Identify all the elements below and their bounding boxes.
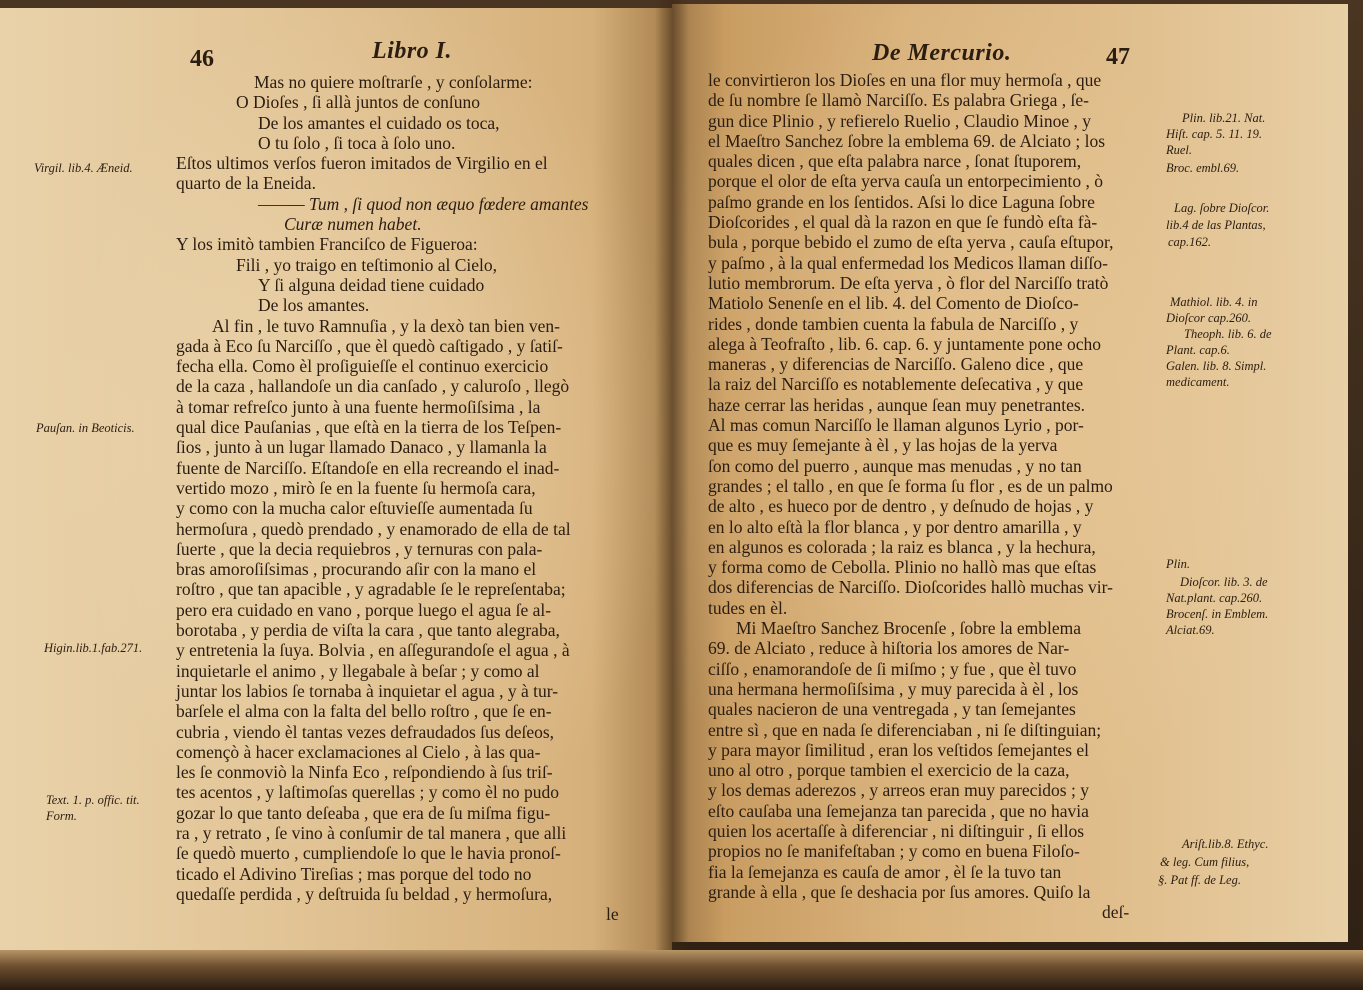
text-line: à tomar refreſco junto à una fuente hermoſiſsima , la bbox=[176, 396, 541, 417]
text-line: 69. de Alciato , reduce à hiſtoria los amores de Nar- bbox=[708, 638, 1070, 659]
text-line: y los demas aderezos , y arreos eran muy parecidos ; y bbox=[708, 780, 1089, 801]
text-line: qual dice Pauſanias , que eſtà en la tierra de los Teſpen- bbox=[176, 417, 562, 438]
left-page bbox=[0, 8, 672, 958]
text-line: entre sì , que en nada ſe diferenciaban , ni ſe diſtinguian; bbox=[708, 719, 1102, 740]
margin-note: Dioſcor cap.260. bbox=[1166, 311, 1252, 325]
text-line: ciſſo , enamorandoſe de ſi miſmo ; y fue , que èl tuvo bbox=[708, 658, 1077, 679]
text-line: fecha ella. Como èl proſiguieſſe el continuo exercicio bbox=[176, 356, 549, 377]
margin-note: Hiſt. cap. 5. 11. 19. bbox=[1166, 127, 1262, 141]
margin-note: Ariſt.lib.8. Ethyc. bbox=[1182, 837, 1269, 851]
margin-note: Pauſan. in Beoticis. bbox=[36, 421, 135, 435]
text-line: Al mas comun Narciſſo le llaman algunos Lyrio , por- bbox=[708, 415, 1084, 436]
left-body-text bbox=[176, 72, 619, 924]
margin-note: Broc. embl.69. bbox=[1166, 161, 1240, 175]
text-line: de ſu nombre ſe llamò Narciſſo. Es palabra Griega , ſe- bbox=[708, 90, 1089, 111]
text-line: cubria , viendo èl tantas vezes defraudados ſus deſeos, bbox=[176, 721, 555, 742]
text-line: pero era cuidado en vano , porque luego el agua ſe al- bbox=[176, 599, 552, 620]
text-line: alega à Teofraſto , lib. 6. cap. 6. y juntamente pone ocho bbox=[708, 333, 1102, 354]
text-line: barſele el alma con la falta del bello roſtro , que ſe en- bbox=[176, 701, 552, 722]
margin-note: medicament. bbox=[1166, 375, 1230, 389]
text-line: en lo alto eſtà la flor blanca , y por dentro amarilla , y bbox=[708, 516, 1082, 537]
text-line: dos diferencias de Narciſſo. Dioſcorides hallò muchas vir- bbox=[708, 577, 1113, 598]
text-line: ticado el Adivino Tireſias ; mas porque del todo no bbox=[176, 863, 532, 884]
text-line: Dioſcorides , el qual dà la razon en que ſe fundò eſta fà- bbox=[708, 212, 1098, 233]
margin-note: Text. 1. p. offic. tit. bbox=[46, 793, 140, 807]
text-line: que es muy ſemejante à èl , y las hojas de la yerva bbox=[708, 435, 1058, 456]
margin-note: Virgil. lib.4. Æneid. bbox=[34, 161, 133, 175]
text-line: gada à Eco ſu Narciſſo , que èl quedò caſtigado , y ſatiſ- bbox=[176, 335, 563, 356]
text-line: ——— Tum , ſi quod non æquo fœdere amantes bbox=[258, 193, 589, 214]
text-line: ſuerte , que la decia requiebros , y ternuras con pala- bbox=[176, 538, 543, 559]
text-line: ſon como del puerro , aunque mas menudas , y no tan bbox=[708, 455, 1082, 476]
catchword: le bbox=[606, 904, 619, 925]
text-line: el Maeſtro Sanchez ſobre la emblema 69. de Alciato ; los bbox=[708, 130, 1106, 151]
text-line: tes acentos , y laſtimoſas querellas ; y como èl no pudo bbox=[176, 782, 559, 803]
text-line: quales dicen , que eſta palabra narce , ſonat ſtuporem, bbox=[708, 151, 1082, 172]
text-line: quales nacieron de una ventregada , y tan ſemejantes bbox=[708, 699, 1076, 720]
text-line: y para mayor ſimilitud , eran los veſtidos ſemejantes el bbox=[708, 739, 1090, 760]
text-line: haze cerrar las heridas , aunque ſean muy penetrantes. bbox=[708, 394, 1086, 415]
text-line: O tu ſolo , ſi toca à ſolo uno. bbox=[258, 132, 456, 153]
margin-note: Brocenſ. in Emblem. bbox=[1166, 607, 1269, 621]
margin-note: lib.4 de las Plantas, bbox=[1166, 218, 1266, 232]
text-line: tudes en èl. bbox=[708, 597, 788, 618]
margin-note: Plant. cap.6. bbox=[1166, 343, 1230, 357]
text-line: propios no ſe manifeſtaban ; y como en buena Filoſo- bbox=[708, 841, 1080, 862]
text-line: y forma como de Cebolla. Plinio no hallò mas que eſtas bbox=[708, 557, 1097, 578]
text-line: començò à hacer exclamaciones al Cielo , à las qua- bbox=[176, 741, 541, 762]
margin-note: §. Pat ff. de Leg. bbox=[1158, 873, 1241, 887]
margin-note: Galen. lib. 8. Simpl. bbox=[1166, 359, 1267, 373]
text-line: fia la ſemejanza es cauſa de amor , èl ſe la tuvo tan bbox=[708, 861, 1062, 882]
margin-note: cap.162. bbox=[1168, 235, 1212, 249]
text-line: Matiolo Senenſe en el lib. 4. del Comento de Dioſco- bbox=[708, 293, 1079, 314]
text-line: les ſe conmoviò la Ninfa Eco , reſpondiendo à ſus triſ- bbox=[176, 762, 553, 783]
text-line: hermoſura , quedò prendado , y enamorado de ella de tal bbox=[176, 518, 571, 539]
text-line: le convirtieron los Dioſes en una flor muy hermoſa , que bbox=[708, 70, 1102, 90]
text-line: y entretenia la ſuya. Bolvia , en aſſegurandoſe el agua , à bbox=[176, 640, 570, 661]
text-line: Y los imitò tambien Franciſco de Figueroa: bbox=[176, 234, 478, 255]
text-line: maneras , y diferencias de Narciſſo. Galeno dice , que bbox=[708, 354, 1084, 375]
text-line: Curæ numen habet. bbox=[284, 214, 422, 235]
right-page bbox=[672, 4, 1348, 942]
text-line: lutio membrorum. De eſta yerva , ò flor del Narciſſo tratò bbox=[708, 272, 1109, 293]
text-line: De los amantes el cuidado os toca, bbox=[258, 112, 500, 133]
margin-note: & leg. Cum filius, bbox=[1160, 855, 1250, 869]
text-line: grande à ella , que ſe deshacia por ſus amores. Quiſo la bbox=[708, 881, 1091, 902]
margin-note: Nat.plant. cap.260. bbox=[1166, 591, 1263, 605]
text-line: bras amoroſiſsimas , procurando aſir con la mano el bbox=[176, 559, 537, 580]
text-line: quedaſſe perdida , y deſtruida ſu beldad , y hermoſura, bbox=[176, 883, 553, 904]
margin-note: Alciat.69. bbox=[1166, 623, 1215, 637]
text-line: juntar los labios ſe tornaba à inquietar el agua , y à tur- bbox=[176, 680, 559, 701]
text-line: bula , porque bebido el zumo de eſta yerva , cauſa eſtupor, bbox=[708, 232, 1114, 253]
text-line: porque el olor de eſta yerva cauſa un entorpecimiento , ò bbox=[708, 171, 1104, 192]
margin-note: Form. bbox=[46, 809, 77, 823]
page-edges bbox=[0, 950, 1363, 990]
text-line: O Dioſes , ſi allà juntos de conſuno bbox=[236, 92, 480, 113]
text-line: quien los acertaſſe à diferenciar , ni diſtinguir , ſi ellos bbox=[708, 820, 1085, 841]
text-line: Fili , yo traigo en teſtimonio al Cielo, bbox=[236, 254, 498, 275]
book-gutter bbox=[655, 0, 689, 990]
text-line: Y ſi alguna deidad tiene cuidado bbox=[258, 274, 485, 295]
text-line: borotaba , y perdia de viſta la cara , que tanto alegraba, bbox=[176, 620, 560, 641]
margin-note: Ruel. bbox=[1166, 143, 1193, 157]
margin-note: Theoph. lib. 6. de bbox=[1184, 327, 1272, 341]
right-body-text bbox=[708, 70, 1129, 922]
text-line: paſmo grande en los ſentidos. Aſsi lo dice Laguna ſobre bbox=[708, 191, 1095, 212]
text-line: la raiz del Narciſſo es notablemente deſecativa , y que bbox=[708, 374, 1084, 395]
text-line: roſtro , que tan apacible , y agradable ſe le repreſentaba; bbox=[176, 579, 566, 600]
text-line: ra , y retrato , ſe vino à conſumir de tal manera , que alli bbox=[176, 822, 567, 843]
running-head: Libro I. bbox=[372, 38, 453, 64]
text-line: y como con la mucha calor eſtuvieſſe aumentada ſu bbox=[176, 498, 533, 519]
text-line: rides , donde tambien cuenta la fabula de Narciſſo , y bbox=[708, 313, 1079, 334]
margin-note: Mathiol. lib. 4. in bbox=[1170, 295, 1258, 309]
text-line: de alto , es hueco por de dentro , y deſnudo de hojas , y bbox=[708, 496, 1094, 517]
text-line: gozar lo que tanto deſeaba , que era de ſu miſma figu- bbox=[176, 802, 551, 823]
page-number: 47 bbox=[1106, 44, 1130, 70]
text-line: Eſtos ultimos verſos fueron imitados de Virgilio en el bbox=[176, 153, 548, 174]
running-head: De Mercurio. bbox=[872, 40, 1012, 66]
text-line: Mas no quiere moſtrarſe , y conſolarme: bbox=[254, 72, 533, 92]
margin-note: Plin. bbox=[1166, 557, 1190, 571]
margin-note: Dioſcor. lib. 3. de bbox=[1180, 575, 1268, 589]
text-line: ſios , junto à un lugar llamado Danaco , y llamanla la bbox=[176, 437, 547, 458]
catchword: deſ- bbox=[1102, 902, 1130, 923]
text-line: eſto cauſaba una ſemejanza tan parecida , que no havia bbox=[708, 800, 1089, 821]
text-line: inquietarle el animo , y llegabale à beſar ; y como al bbox=[176, 660, 540, 681]
text-line: uno al otro , porque tambien el exercicio de la caza, bbox=[708, 760, 1070, 781]
text-line: y paſmo , à la qual enfermedad los Medicos llaman diſſo- bbox=[708, 252, 1108, 273]
text-line: ſe quedò muerto , cumpliendoſe lo que le havia pronoſ- bbox=[176, 843, 561, 864]
text-line: fuente de Narciſſo. Eſtandoſe en ella recreando el inad- bbox=[176, 457, 560, 478]
page-number: 46 bbox=[190, 46, 214, 72]
margin-note: Lag. ſobre Dioſcor. bbox=[1174, 201, 1270, 215]
text-line: una hermana hermoſiſsima , y muy parecida à èl , los bbox=[708, 678, 1079, 699]
text-line: gun dice Plinio , y refierelo Ruelio , Claudio Minoe , y bbox=[708, 110, 1091, 131]
text-line: De los amantes. bbox=[258, 295, 370, 316]
margin-note: Plin. lib.21. Nat. bbox=[1182, 111, 1266, 125]
text-line: de la caza , hallandoſe un dia canſado , y caluroſo , llegò bbox=[176, 376, 570, 397]
text-line: Mi Maeſtro Sanchez Brocenſe , ſobre la emblema bbox=[736, 618, 1082, 639]
text-line: quarto de la Eneida. bbox=[176, 173, 316, 194]
text-line: Al fin , le tuvo Ramnuſia , y la dexò tan bien ven- bbox=[212, 315, 560, 336]
text-line: grandes ; el tallo , en que ſe forma ſu flor , es de un palmo bbox=[708, 475, 1113, 496]
text-line: vertido mozo , mirò ſe en la fuente ſu hermoſa cara, bbox=[176, 477, 536, 498]
margin-note: Higin.lib.1.fab.271. bbox=[44, 641, 143, 655]
text-line: en algunos es colorada ; la raiz es blanca , y la hechura, bbox=[708, 536, 1096, 557]
